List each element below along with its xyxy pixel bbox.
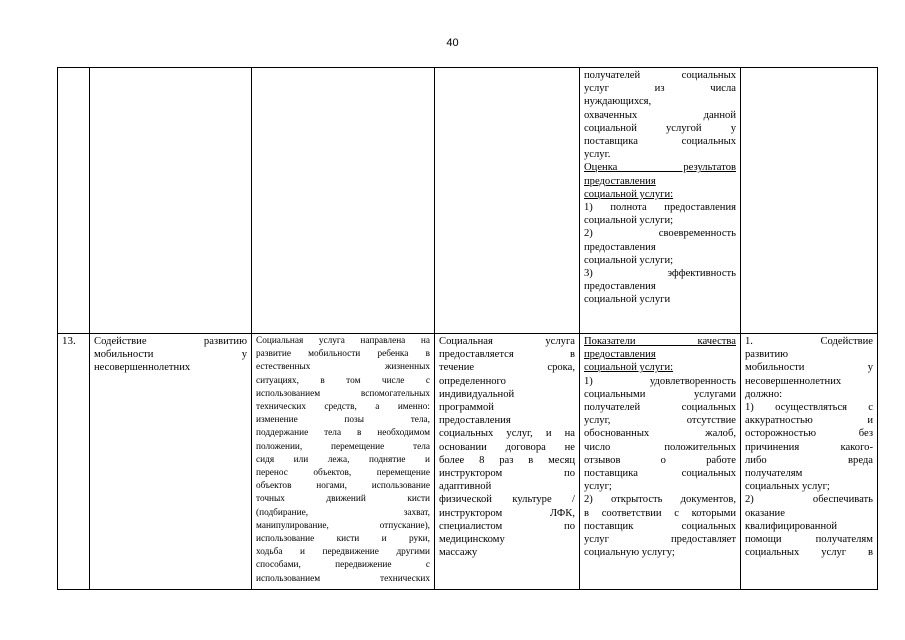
text-line: поддержание тела в необходимом bbox=[256, 428, 430, 439]
text-line: обоснованных жалоб, bbox=[584, 428, 736, 440]
text-line: точных движений кисти bbox=[256, 494, 430, 505]
text-line: манипулирование, отпускание), bbox=[256, 520, 430, 531]
text-line: (подбирание, захват, bbox=[256, 507, 430, 518]
text-line: помощи получателям bbox=[745, 534, 873, 546]
text-line: несовершеннолетних bbox=[94, 362, 191, 374]
text-line: массажу bbox=[439, 547, 478, 559]
text-line: 2) открытость документов, bbox=[584, 494, 736, 506]
text-line: социальной услуги; bbox=[584, 215, 674, 227]
cell-service-name bbox=[90, 334, 252, 590]
text-line: социальной услуги: bbox=[584, 362, 674, 374]
text-line: использованием технических bbox=[256, 573, 430, 584]
text-line: 2) своевременность bbox=[584, 228, 736, 240]
text-line: инструктором по bbox=[439, 468, 575, 480]
text-line: технических средств, а именно: bbox=[256, 402, 430, 413]
text-line: физической культуре / bbox=[439, 494, 575, 506]
table-row-13 bbox=[58, 334, 878, 590]
text-line: охваченных данной bbox=[584, 109, 736, 121]
text-line: услуг, отсутствие bbox=[584, 415, 736, 427]
text-line: предоставления bbox=[584, 281, 656, 293]
text-line: услуг. bbox=[584, 149, 611, 161]
quality-indicators-text bbox=[584, 69, 736, 307]
text-line: ходьба и передвижение другими bbox=[256, 547, 430, 558]
text-line: более 8 раз в месяц bbox=[439, 454, 575, 466]
cell-service-terms bbox=[435, 68, 580, 334]
quality-indicators-text bbox=[584, 335, 736, 559]
text-line: основании договора не bbox=[439, 441, 575, 453]
text-line: социальную услугу; bbox=[584, 547, 675, 559]
text-line: несовершеннолетних bbox=[745, 375, 842, 387]
text-line: услуг предоставляет bbox=[584, 534, 736, 546]
text-line: Социальная услуга bbox=[439, 336, 575, 347]
row-number: 13. bbox=[62, 335, 76, 347]
text-line: объектов ногами, использование bbox=[256, 481, 430, 492]
text-line: отзывов о работе bbox=[584, 454, 736, 466]
text-line: естественных жизненных bbox=[256, 362, 430, 373]
text-line: предоставляется в bbox=[439, 349, 575, 361]
text-line: изменение позы тела, bbox=[256, 415, 430, 426]
text-line: услуг; bbox=[584, 481, 612, 493]
text-line: 1) удовлетворенность bbox=[584, 375, 736, 387]
service-name-text bbox=[94, 335, 247, 375]
text-line: предоставления bbox=[584, 175, 656, 187]
social-services-table bbox=[57, 67, 878, 590]
text-line: получателей социальных bbox=[584, 402, 736, 414]
text-line: определенного bbox=[439, 375, 506, 387]
cell-service-name bbox=[90, 68, 252, 334]
text-line: социальной услуги; bbox=[584, 254, 674, 266]
cell-number bbox=[58, 68, 90, 334]
text-line: 1) осуществляться с bbox=[745, 402, 873, 414]
text-line: Оценка результатов bbox=[584, 162, 736, 174]
text-line: сидя или лежа, поднятие и bbox=[256, 454, 430, 465]
text-line: социальной услуги: bbox=[584, 188, 674, 200]
text-line: использование кисти и руки, bbox=[256, 534, 430, 545]
text-line: поставщик социальных bbox=[584, 520, 736, 532]
text-line: оказание bbox=[745, 507, 785, 519]
text-line: специалистом по bbox=[439, 520, 575, 532]
text-line: предоставления bbox=[584, 241, 656, 253]
text-line: адаптивной bbox=[439, 481, 492, 493]
text-line: индивидуальной bbox=[439, 388, 515, 400]
text-line: развитие мобильности ребенка в bbox=[256, 349, 430, 360]
text-line: социальных услуг, и на bbox=[439, 428, 575, 440]
text-line: предоставления bbox=[584, 349, 656, 361]
text-line: поставщика социальных bbox=[584, 136, 736, 148]
text-line: нуждающихся, bbox=[584, 96, 652, 108]
text-line: медицинскому bbox=[439, 534, 505, 546]
text-line: причинения какого- bbox=[745, 441, 873, 453]
text-line: программой bbox=[439, 402, 494, 414]
service-terms-text bbox=[439, 335, 575, 559]
text-line: получателям bbox=[745, 468, 803, 480]
text-line: Социальная услуга направлена на bbox=[256, 336, 430, 346]
text-line: социальными услугами bbox=[584, 388, 736, 400]
cell-quality-indicators bbox=[580, 334, 741, 590]
text-line: социальной услуги bbox=[584, 294, 671, 306]
text-line: Показатели качества bbox=[584, 336, 736, 347]
text-line: 1) полнота предоставления bbox=[584, 202, 736, 214]
text-line: осторожностью без bbox=[745, 428, 873, 440]
text-line: социальных услуг; bbox=[745, 481, 830, 493]
cell-number bbox=[58, 334, 90, 590]
text-line: инструктором ЛФК, bbox=[439, 507, 575, 519]
text-line: использованием вспомогательных bbox=[256, 388, 430, 399]
cell-conditions bbox=[741, 68, 878, 334]
text-line: мобильности у bbox=[745, 362, 873, 374]
text-line: квалифицированной bbox=[745, 520, 838, 532]
text-line: число положительных bbox=[584, 441, 736, 453]
service-description-text bbox=[256, 335, 430, 586]
cell-quality-indicators bbox=[580, 68, 741, 334]
text-line: 2) обеспечивать bbox=[745, 494, 873, 506]
text-line: должно: bbox=[745, 388, 783, 400]
text-line: Содействие развитию bbox=[94, 336, 247, 347]
cell-service-description bbox=[252, 334, 435, 590]
cell-service-description bbox=[252, 68, 435, 334]
text-line: положении, перемещение тела bbox=[256, 441, 430, 452]
text-line: предоставления bbox=[439, 415, 511, 427]
table-row-continuation bbox=[58, 68, 878, 334]
text-line: аккуратностью и bbox=[745, 415, 873, 427]
text-line: социальной услугой у bbox=[584, 122, 736, 134]
text-line: течение срока, bbox=[439, 362, 575, 374]
text-line: в соответствии с которыми bbox=[584, 507, 736, 519]
page-number: 40 bbox=[446, 37, 459, 49]
text-line: мобильности у bbox=[94, 349, 247, 361]
text-line: 3) эффективность bbox=[584, 268, 736, 280]
cell-conditions bbox=[741, 334, 878, 590]
text-line: 1. Содействие bbox=[745, 336, 873, 347]
text-line: социальных услуг в bbox=[745, 547, 873, 559]
cell-service-terms bbox=[435, 334, 580, 590]
text-line: перенос объектов, перемещение bbox=[256, 468, 430, 479]
text-line: развитию bbox=[745, 349, 789, 361]
text-line: способами, передвижение с bbox=[256, 560, 430, 571]
text-line: получателей социальных bbox=[584, 70, 736, 81]
text-line: услуг из числа bbox=[584, 83, 736, 95]
text-line: поставщика социальных bbox=[584, 468, 736, 480]
conditions-text bbox=[745, 335, 873, 559]
text-line: либо вреда bbox=[745, 454, 873, 466]
text-line: ситуациях, в том числе с bbox=[256, 375, 430, 386]
